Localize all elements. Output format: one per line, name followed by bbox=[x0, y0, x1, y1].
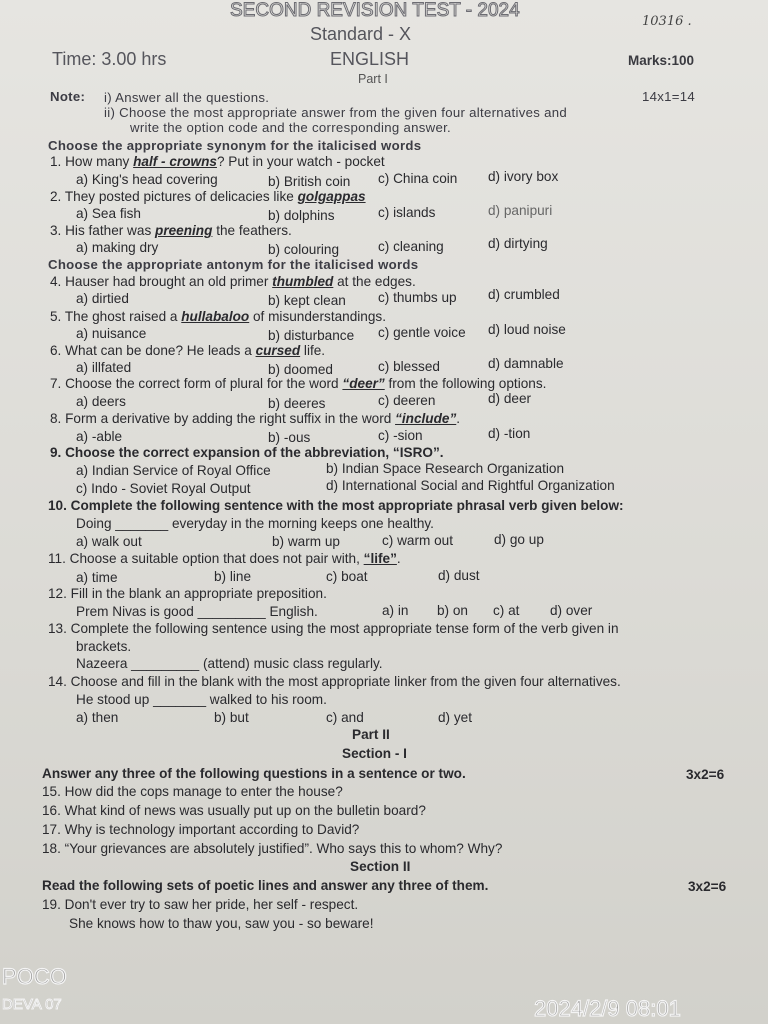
synonym-heading: Choose the appropriate synonym for the italicised words bbox=[48, 138, 422, 153]
q9-option-d: d) International Social and Rightful Organization bbox=[326, 478, 615, 493]
q14-option-b: b) but bbox=[214, 710, 249, 725]
note-ii-line1: ii) Choose the most appropriate answer from the given four alternatives and bbox=[104, 105, 568, 120]
question-18: 18. “Your grievances are absolutely justified”. Who says this to whom? Why? bbox=[42, 841, 503, 856]
q8-option-b: b) -ous bbox=[268, 430, 311, 445]
q8-option-a: a) -able bbox=[76, 429, 123, 444]
camera-model-watermark: DEVA 07 bbox=[2, 996, 62, 1013]
q11-option-a: a) time bbox=[76, 570, 118, 585]
question-13: 13. Complete the following sentence using the most appropriate tense form of the verb given in bbox=[48, 621, 619, 636]
q4-option-a: a) dirtied bbox=[76, 291, 129, 306]
q4-option-d: d) crumbled bbox=[488, 287, 560, 302]
question-2: 2. They posted pictures of delicacies like golgappas bbox=[50, 189, 366, 204]
question-14: 14. Choose and fill in the blank with the most appropriate linker from the given four alternatives. bbox=[48, 674, 621, 689]
q6-option-d: d) damnable bbox=[488, 356, 564, 371]
question-8: 8. Form a derivative by adding the right suffix in the word “include”. bbox=[50, 411, 461, 426]
q7-option-c: c) deeren bbox=[378, 393, 436, 408]
q9-option-a: a) Indian Service of Royal Office bbox=[76, 463, 271, 478]
question-16: 16. What kind of news was usually put up on the bulletin board? bbox=[42, 803, 426, 818]
q2-option-a: a) Sea fish bbox=[76, 206, 141, 221]
q3-option-a: a) making dry bbox=[76, 240, 159, 255]
q14-option-a: a) then bbox=[76, 710, 119, 725]
note-i: i) Answer all the questions. bbox=[104, 90, 270, 105]
q8-option-d: d) -tion bbox=[488, 426, 531, 441]
q5-option-b: b) disturbance bbox=[268, 328, 355, 343]
q6-option-a: a) illfated bbox=[76, 360, 132, 375]
exam-title: SECOND REVISION TEST - 2024 bbox=[230, 0, 520, 21]
question-12: 12. Fill in the blank an appropriate preposition. bbox=[48, 586, 327, 601]
q3-option-c: c) cleaning bbox=[378, 239, 444, 254]
question-10: 10. Complete the following sentence with the most appropriate phrasal verb given below: bbox=[48, 498, 624, 513]
timestamp-watermark: 2024/2/9 08:01 bbox=[534, 996, 681, 1021]
q10-option-c: c) warm out bbox=[382, 533, 454, 548]
question-5: 5. The ghost raised a hullabaloo of misunderstandings. bbox=[50, 309, 386, 324]
time-label: Time: 3.00 hrs bbox=[52, 49, 167, 69]
q12-option-c: c) at bbox=[493, 603, 520, 618]
section1-label: Section - I bbox=[342, 746, 407, 761]
q14-option-d: d) yet bbox=[438, 710, 472, 725]
handwritten-number: 10316 . bbox=[642, 14, 692, 29]
q12-option-b: b) on bbox=[437, 603, 468, 618]
q10-sentence: Doing _______ everyday in the morning keeps one healthy. bbox=[76, 516, 434, 531]
q1-option-b: b) British coin bbox=[268, 174, 351, 189]
section1-score: 3x2=6 bbox=[686, 767, 725, 782]
q3-option-b: b) colouring bbox=[268, 242, 340, 257]
q1-option-a: a) King's head covering bbox=[76, 172, 218, 187]
question-6: 6. What can be done? He leads a cursed life. bbox=[50, 343, 326, 358]
marks-label: Marks:100 bbox=[628, 53, 695, 68]
q10-option-b: b) warm up bbox=[272, 534, 340, 549]
q11-option-d: d) dust bbox=[438, 568, 480, 583]
q4-option-b: b) kept clean bbox=[268, 293, 346, 308]
q2-option-c: c) islands bbox=[378, 205, 436, 220]
section1-instructions: Answer any three of the following questions in a sentence or two. bbox=[42, 766, 466, 781]
q7-option-b: b) deeres bbox=[268, 396, 326, 411]
section2-label: Section II bbox=[350, 859, 411, 874]
camera-brand-watermark: POCO bbox=[2, 964, 67, 989]
section2-score: 3x2=6 bbox=[688, 879, 727, 894]
note-ii-line2: write the option code and the corresponding answer. bbox=[130, 120, 452, 135]
question-15: 15. How did the cops manage to enter the house? bbox=[42, 784, 343, 799]
q2-option-b: b) dolphins bbox=[268, 208, 335, 223]
note-label: Note: bbox=[50, 89, 86, 104]
subject-label: ENGLISH bbox=[330, 49, 410, 69]
q8-option-c: c) -sion bbox=[378, 428, 423, 443]
q11-option-c: c) boat bbox=[326, 569, 368, 584]
q2-option-d: d) panipuri bbox=[488, 203, 553, 218]
q5-option-c: c) gentle voice bbox=[378, 325, 466, 340]
q1-option-c: c) China coin bbox=[378, 171, 458, 186]
q1-option-d: d) ivory box bbox=[488, 169, 559, 184]
q11-option-b: b) line bbox=[214, 569, 252, 584]
q14-sentence: He stood up _______ walked to his room. bbox=[76, 692, 327, 707]
q14-option-c: c) and bbox=[326, 710, 364, 725]
q5-option-a: a) nuisance bbox=[76, 326, 147, 341]
q9-option-c: c) Indo - Soviet Royal Output bbox=[76, 481, 251, 496]
question-11: 11. Choose a suitable option that does not pair with, “life”. bbox=[48, 551, 401, 566]
q12-option-a: a) in bbox=[382, 603, 409, 618]
question-7: 7. Choose the correct form of plural for the word “deer” from the following options. bbox=[50, 376, 547, 391]
q7-option-d: d) deer bbox=[488, 391, 532, 406]
part2-label: Part II bbox=[352, 727, 390, 742]
q12-option-d: d) over bbox=[550, 603, 593, 618]
q12-sentence: Prem Nivas is good _________ English. bbox=[76, 604, 318, 619]
question-19-line1: 19. Don't ever try to saw her pride, her self - respect. bbox=[42, 897, 359, 912]
question-3: 3. His father was preening the feathers. bbox=[50, 223, 292, 238]
standard-label: Standard - X bbox=[310, 24, 412, 44]
question-17: 17. Why is technology important according to David? bbox=[42, 822, 360, 837]
antonym-heading: Choose the appropriate antonym for the italicised words bbox=[48, 257, 419, 272]
question-4: 4. Hauser had brought an old primer thumbled at the edges. bbox=[50, 274, 416, 289]
section2-instructions: Read the following sets of poetic lines and answer any three of them. bbox=[42, 878, 489, 893]
question-9: 9. Choose the correct expansion of the abbreviation, “ISRO”. bbox=[50, 445, 444, 460]
question-13-cont: brackets. bbox=[76, 639, 132, 654]
question-1: 1. How many half - crowns? Put in your watch - pocket bbox=[50, 154, 385, 169]
q4-option-c: c) thumbs up bbox=[378, 290, 457, 305]
q5-option-d: d) loud noise bbox=[488, 322, 566, 337]
q6-option-b: b) doomed bbox=[268, 362, 333, 377]
q10-option-d: d) go up bbox=[494, 532, 544, 547]
part1-score: 14x1=14 bbox=[642, 89, 696, 104]
q7-option-a: a) deers bbox=[76, 394, 126, 409]
question-19-line2: She knows how to thaw you, saw you - so beware! bbox=[69, 916, 374, 931]
q6-option-c: c) blessed bbox=[378, 359, 440, 374]
q3-option-d: d) dirtying bbox=[488, 236, 548, 251]
q9-option-b: b) Indian Space Research Organization bbox=[326, 461, 565, 476]
q13-sentence: Nazeera _________ (attend) music class regularly. bbox=[76, 656, 383, 671]
part1-label: Part I bbox=[358, 72, 388, 86]
q10-option-a: a) walk out bbox=[76, 534, 142, 549]
